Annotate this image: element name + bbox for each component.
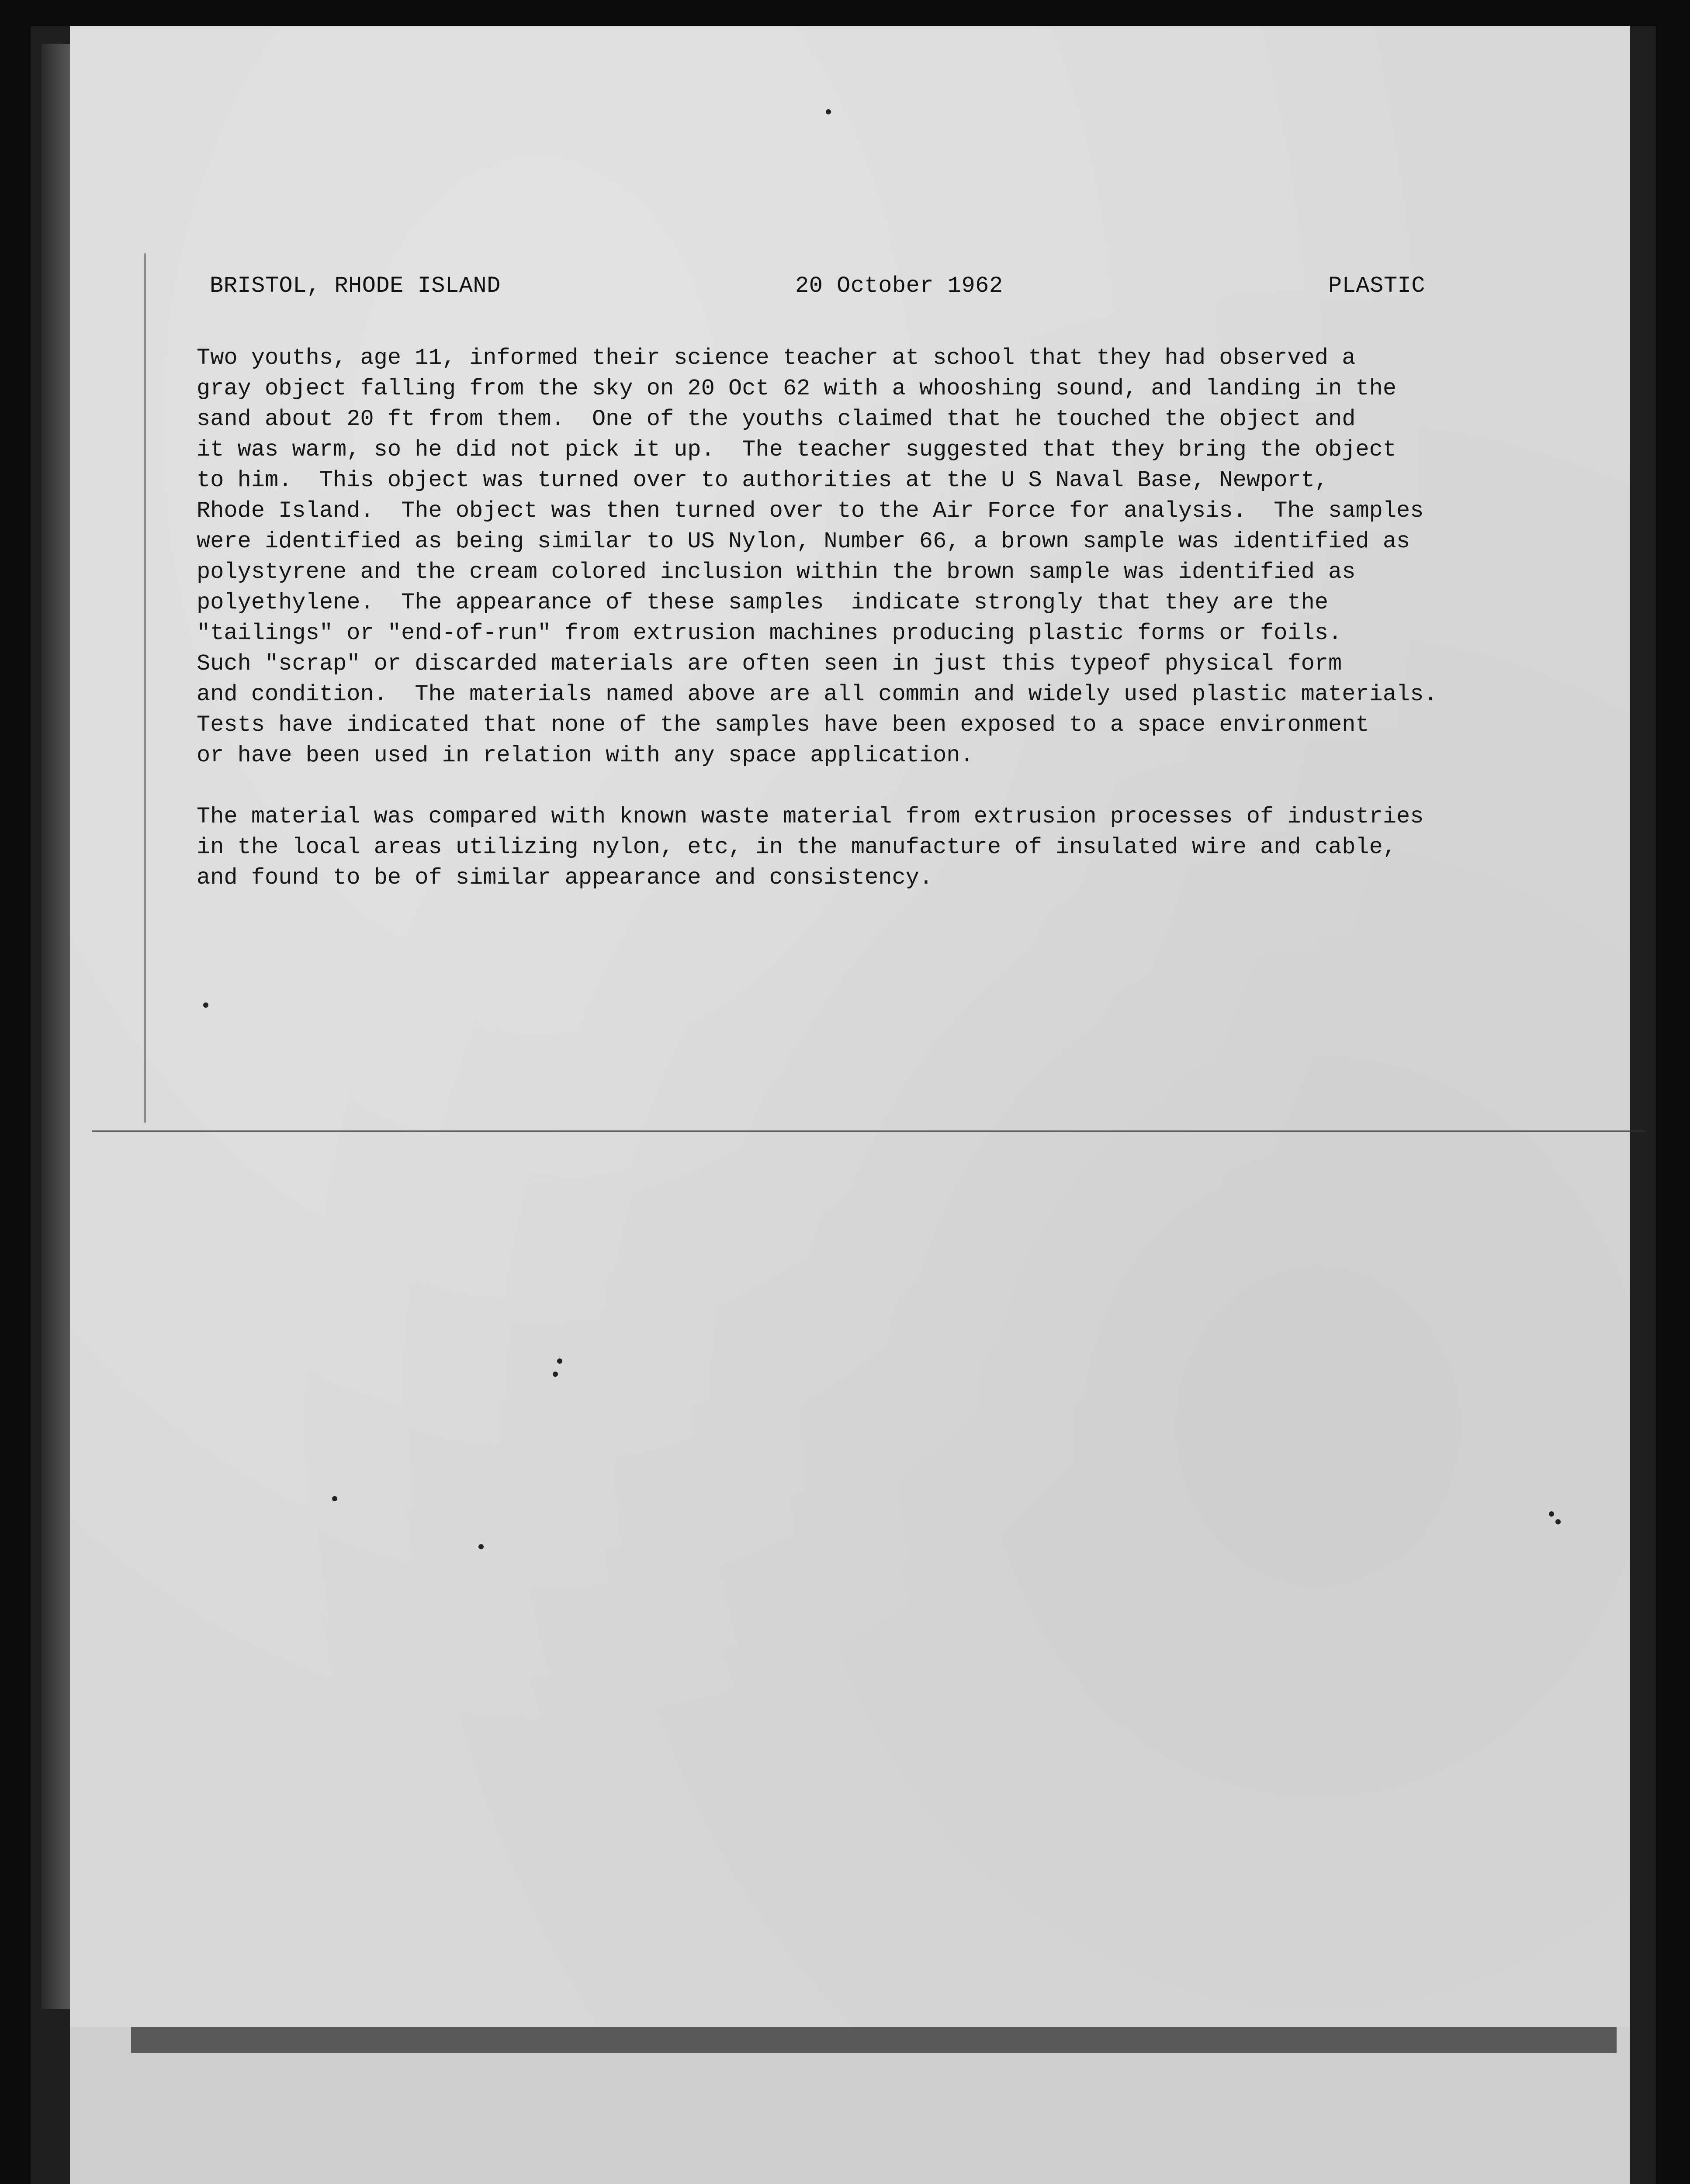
speck — [203, 1002, 208, 1008]
document-sheet — [70, 26, 1630, 2027]
speck — [557, 1358, 562, 1364]
speck — [332, 1496, 337, 1501]
speck — [553, 1372, 558, 1377]
separator-rule — [92, 1130, 1645, 1132]
paragraph-2: The material was compared with known waste material from extrusion processes of industries in the local areas utilizing nylon, etc, in the manufacture of insulated wire and cable, and found to be of similar appearance and consistency. — [197, 804, 1424, 891]
speck — [478, 1544, 484, 1549]
header-category: PLASTIC — [1328, 273, 1425, 299]
speck — [1549, 1511, 1554, 1517]
header-date: 20 October 1962 — [795, 273, 1003, 299]
left-margin-shadow — [42, 44, 72, 2009]
fold-shadow — [131, 2027, 1617, 2053]
header-location: BRISTOL, RHODE ISLAND — [210, 273, 501, 299]
speck — [1555, 1519, 1561, 1524]
memo-header — [210, 273, 1459, 304]
paragraph-1: Two youths, age 11, informed their science teacher at school that they had observed a gray object falling from the sky on 20 Oct 62 with a whooshing sound, and landing in the sand about 20 ft from them. One of the youths claimed that he touched the object and it was warm, so he did not pick it up. The teacher suggested that they bring the object to him. This object was turned over to authorities at the U S Naval Base, Newport, Rhode Island. The object was then turned over to the Air Force for analysis. The samples were identified as being similar to US Nylon, Number 66, a brown sample was identified as polystyrene and the cream colored inclusion within the brown sample was identified as polyethylene. The appearance of these samples indicate strongly that they are the "tailings" or "end-of-run" from extrusion machines producing plastic forms or foils. Such "scrap" or discarded materials are often seen in just this typeof physical form and condition. The materials named above are all commin and widely used plastic materials. Tests have indicated that none of the samples have been exposed to a space environment or have been used in relation with any space application. — [197, 345, 1437, 768]
margin-rule — [144, 253, 146, 1123]
memo-body — [197, 343, 1638, 924]
speck — [826, 109, 831, 114]
